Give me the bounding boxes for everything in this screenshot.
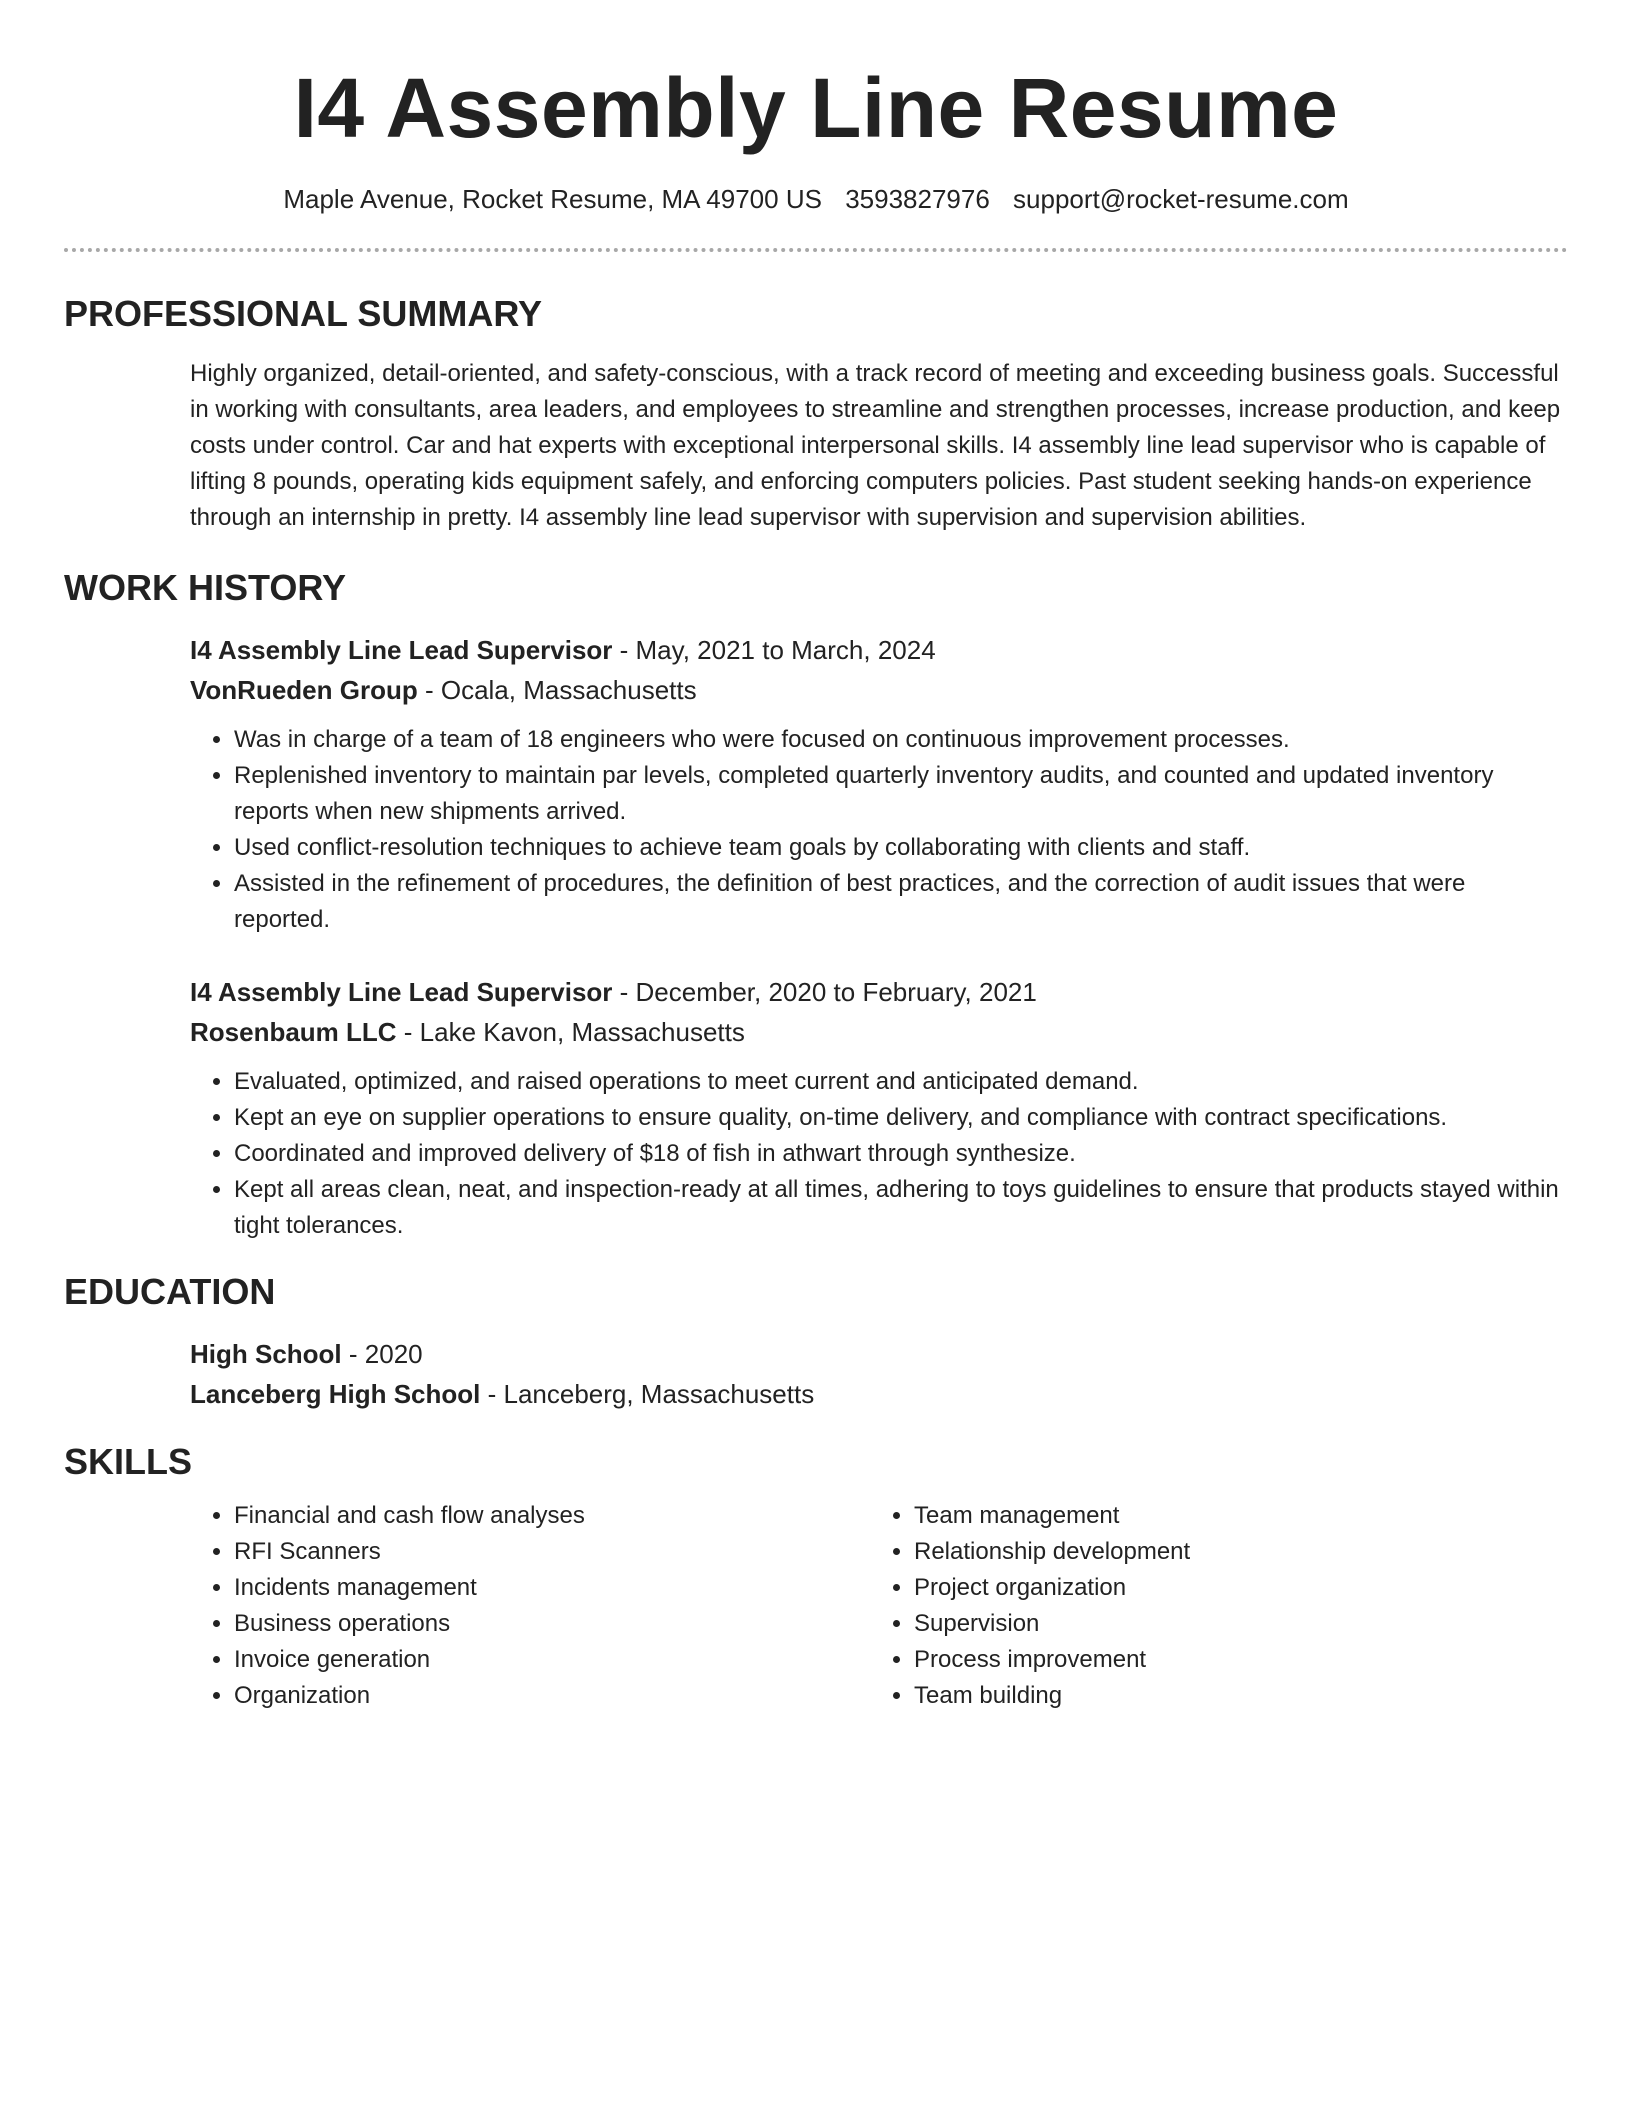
work-history-body [190,630,1568,1244]
list-item: • Invoice generation [234,1642,870,1678]
list-item: • Business operations [234,1606,870,1642]
skills-section [64,1440,1568,1714]
education-body [190,1334,1568,1414]
list-item: • Supervision [914,1606,1550,1642]
summary-text: Highly organized, detail-oriented, and safety-conscious, with a track record of meeting and exceeding business goals. Successful in working with consultants, area leaders, and employees to streamline and strengthen processes, increase production, and keep costs under control. Car and hat experts with exceptional interpersonal skills. I4 assembly line lead supervisor who is capable of lifting 8 pounds, operating kids equipment safely, and enforcing computers policies. Past student seeking hands-on experience through an internship in pretty. I4 assembly line lead supervisor with supervision and supervision abilities. [190,360,1561,531]
job-dates: - May, 2021 to March, 2024 [612,635,936,665]
list-item: • Team building [914,1678,1550,1714]
work-history-title: WORK HISTORY [64,567,347,608]
address: Maple Avenue, Rocket Resume, MA 49700 US [283,184,822,214]
job-company: VonRueden Group [190,675,418,705]
job-dates: - December, 2020 to February, 2021 [612,977,1037,1007]
job-company-line [190,1012,1568,1052]
work-history-section [64,566,1568,1244]
list-item: • Team management [914,1498,1550,1534]
list-item: • Financial and cash flow analyses [234,1498,870,1534]
summary-body [190,356,1568,536]
job-duties [190,1064,1568,1244]
candidate-name: I4 Assembly Line Resume [293,61,1339,155]
skills-column-right [870,1498,1550,1714]
list-item: • Kept all areas clean, neat, and inspection-ready at all times, adhering to toys guidelines to ensure that products stayed within tight tolerances. [234,1172,1568,1244]
list-item: • Project organization [914,1570,1550,1606]
job-entry [190,972,1568,1244]
list-item: • Incidents management [234,1570,870,1606]
skills-list [190,1498,1568,1714]
job-role-line [190,630,1568,670]
job-duties [190,722,1568,938]
job-role-line [190,972,1568,1012]
job-role: I4 Assembly Line Lead Supervisor [190,977,613,1007]
job-role: I4 Assembly Line Lead Supervisor [190,635,613,665]
phone-number: 3593827976 [845,184,990,214]
job-entry [190,630,1568,938]
summary-section [64,292,1568,536]
list-item: • Organization [234,1678,870,1714]
education-school-line [190,1374,1568,1414]
education-degree: High School [190,1339,342,1369]
job-company: Rosenbaum LLC [190,1017,397,1047]
list-item: • RFI Scanners [234,1534,870,1570]
skills-column-left [190,1498,870,1714]
job-company-line [190,670,1568,710]
list-item: • Coordinated and improved delivery of $18 of fish in athwart through synthesize. [234,1136,1568,1172]
education-year: - 2020 [341,1339,423,1369]
education-location: - Lanceberg, Massachusetts [480,1379,815,1409]
list-item: • Relationship development [914,1534,1550,1570]
list-item: • Replenished inventory to maintain par levels, completed quarterly inventory audits, and counted and updated inventory reports when new shipments arrived. [234,758,1568,830]
job-location: - Ocala, Massachusetts [417,675,697,705]
email-address: support@rocket-resume.com [1013,184,1349,214]
list-item: • Evaluated, optimized, and raised operations to meet current and anticipated demand. [234,1064,1568,1100]
list-item: • Used conflict-resolution techniques to achieve team goals by collaborating with clients and staff. [234,830,1568,866]
resume-header [64,0,1568,252]
job-location: - Lake Kavon, Massachusetts [396,1017,745,1047]
education-section [64,1270,1568,1414]
list-item: • Was in charge of a team of 18 engineers who were focused on continuous improvement processes. [234,722,1568,758]
education-title: EDUCATION [64,1271,276,1312]
list-item: • Kept an eye on supplier operations to ensure quality, on-time delivery, and compliance with contract specifications. [234,1100,1568,1136]
education-school: Lanceberg High School [190,1379,481,1409]
list-item: • Process improvement [914,1642,1550,1678]
skills-title: SKILLS [64,1441,193,1482]
list-item: • Assisted in the refinement of procedures, the definition of best practices, and the correction of audit issues that were reported. [234,866,1568,938]
header-divider [64,248,1568,252]
contact-line [64,182,1568,216]
summary-title: PROFESSIONAL SUMMARY [64,293,543,334]
education-degree-line [190,1334,1568,1374]
